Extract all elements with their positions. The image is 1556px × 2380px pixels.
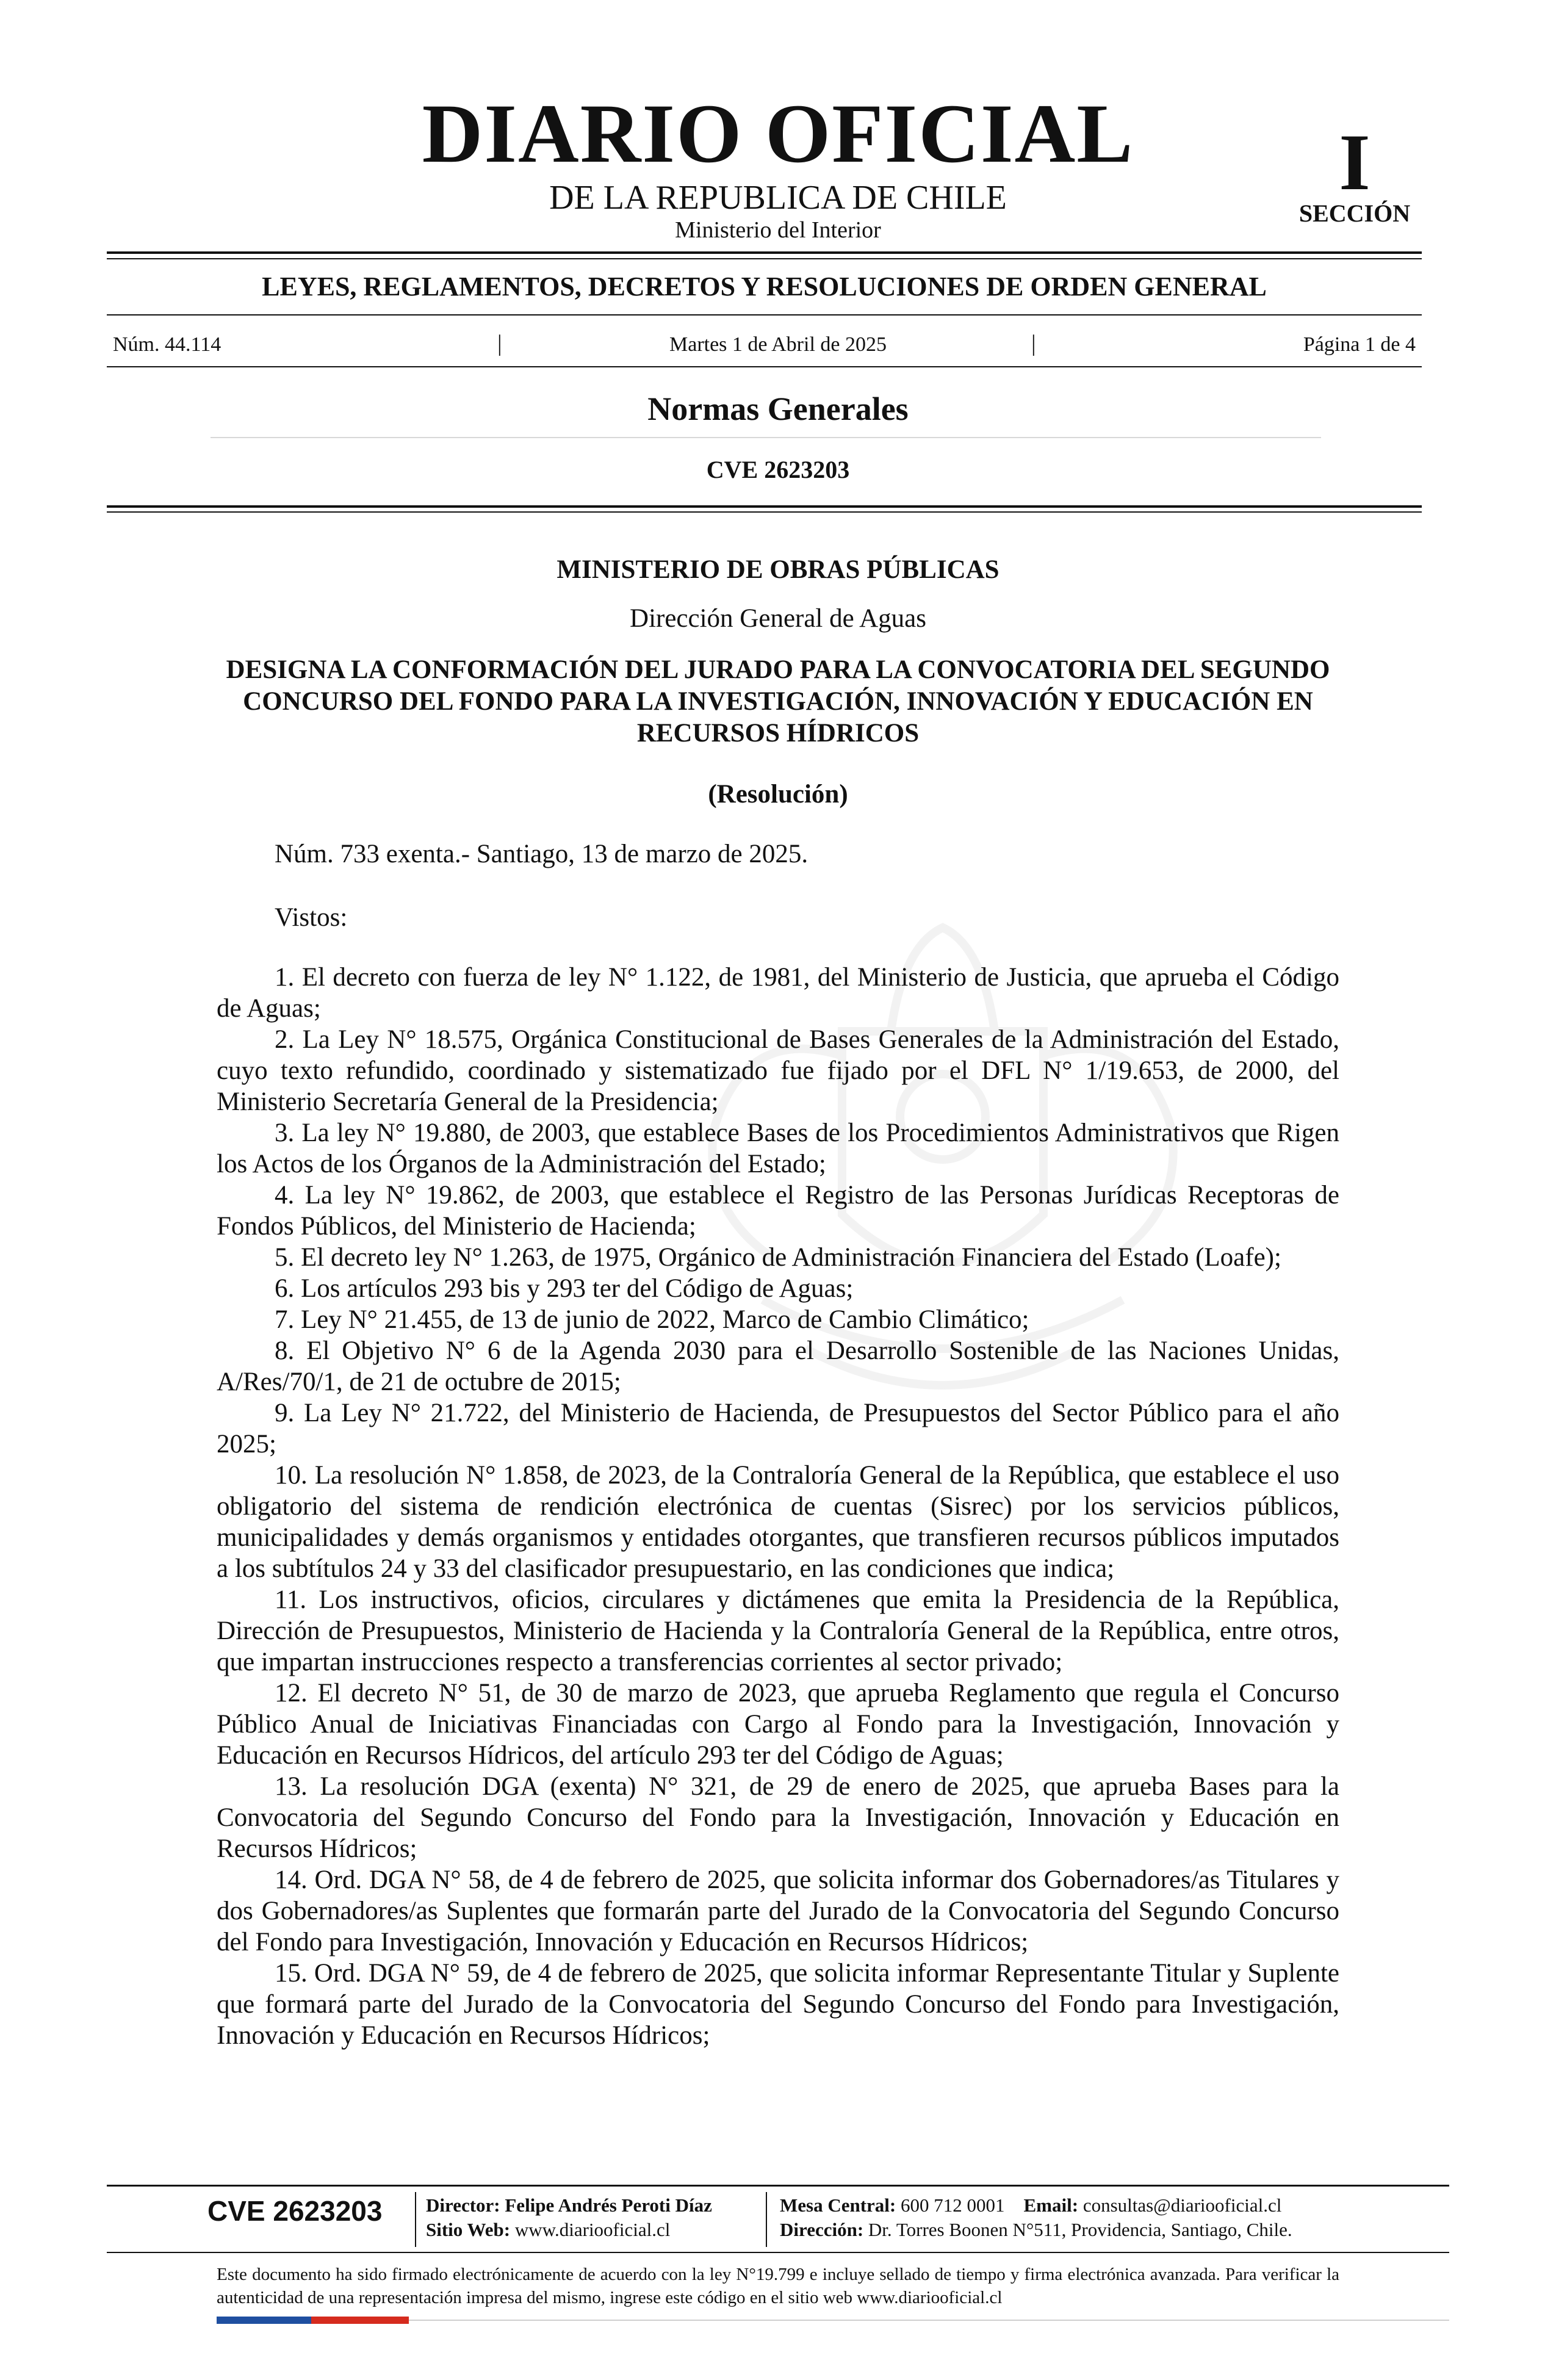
issue-date: Martes 1 de Abril de 2025 [669,333,887,356]
section-heading: Normas Generales [647,391,909,427]
newspaper-subtitle: DE LA REPUBLICA DE CHILE [549,179,1007,217]
phone-number: 600 712 0001 [901,2194,1005,2216]
footer-divider-bottom [107,2252,1449,2253]
issue-page: Página 1 de 4 [1303,333,1416,356]
masthead-divider [107,251,1422,254]
vistos-label: Vistos: [275,903,348,932]
list-item: 11. Los instructivos, oficios, circulares y dictámenes que emita la Presidencia de la República, Dirección de Presupuestos, Ministerio de Hacienda y la Contraloría General de la República, entre otros, que impartan instrucciones respecto a transferencias corrientes al sector privado; [217,1585,1339,1676]
list-item: 12. El decreto N° 51, de 30 de marzo de 2023, que aprueba Reglamento que regula el Concurso Público Anual de Iniciativas Financiadas con Cargo al Fondo para la Investigación, Innovación y Educación en Recursos Hídricos, del artículo 293 ter del Código de Aguas; [217,1679,1339,1770]
list-item: 14. Ord. DGA N° 58, de 4 de febrero de 2025, que solicita informar dos Gobernadores/as Titulares y dos Gobernadores/as Suplentes que formarán parte del Jurado de la Convocatoria del Segundo Concurso del Fondo para Investigación, Innovación y Educación en Recursos Hídricos; [217,1866,1339,1956]
footer-separator [766,2192,767,2247]
resolution-number: Núm. 733 exenta.- Santiago, 13 de marzo de 2025. [275,840,809,868]
list-item: 1. El decreto con fuerza de ley N° 1.122, de 1981, del Ministerio de Justicia, que aprueba el Código de Aguas; [217,963,1339,1023]
list-item: 3. La ley N° 19.880, de 2003, que establece Bases de los Procedimientos Administrativos que Rigen los Actos de los Órganos de la Administración del Estado; [217,1119,1339,1178]
footer-contact: Mesa Central: 600 712 0001 Email: consultas@diariooficial.cl Dirección: Dr. Torres Boonen N°511, Providencia, Santiago, Chile. [780,2194,1292,2240]
list-item: 2. La Ley N° 18.575, Orgánica Constitucional de Bases Generales de la Administración del Estado, cuyo texto refundido, coordinado y sistematizado fue fijado por el DFL N° 1/19.653, de 2000, del Ministerio Secretaría General de la Presidencia; [217,1025,1339,1116]
flag-stripe-blue [217,2317,311,2324]
flag-stripe-red [311,2317,409,2324]
legal-notice: Este documento ha sido firmado electrónicamente de acuerdo con la ley N°19.799 e incluye sellado de tiempo y firma electrónica avanzada. Para verificar la autenticidad de una representación impresa del mismo, ingrese este código en el sitio web www.diariooficial.cl [217,2265,1339,2307]
list-item: 6. Los artículos 293 bis y 293 ter del Código de Aguas; [275,1274,854,1303]
header-divider [107,505,1422,508]
email-link[interactable]: consultas@diariooficial.cl [1082,2194,1282,2216]
issue-divider [107,366,1422,367]
newspaper-title: DIARIO OFICIAL [422,87,1134,180]
director-name: Felipe Andrés Peroti Díaz [505,2194,712,2216]
section-label: SECCIÓN [1298,200,1411,227]
header-divider-thin [107,511,1422,513]
section-divider [211,437,1321,438]
list-item: 10. La resolución N° 1.858, de 2023, de la Contraloría General de la República, que establece el uso obligatorio del sistema de rendición electrónica de cuentas (Sisrec) por los servicios públicos, municipalidades y demás organismos y entidades otorgantes, que transfieren recursos públicos imputados a los subtítulos 24 y 33 del clasificador presupuestario, en las condiciones que indica; [217,1461,1339,1583]
newspaper-ministry: Ministerio del Interior [675,217,881,243]
issuing-ministry: MINISTERIO DE OBRAS PÚBLICAS [556,555,1000,584]
list-item: 4. La ley N° 19.862, de 2003, que establece el Registro de las Personas Jurídicas Receptoras de Fondos Públicos, del Ministerio de Hacienda; [217,1181,1339,1241]
issue-separator: | [497,331,502,356]
list-item: 5. El decreto ley N° 1.263, de 1975, Orgánico de Administración Financiera del Estado (Loafe); [275,1243,1281,1272]
document-type: (Resolución) [708,780,848,809]
issuing-division: Dirección General de Aguas [630,604,926,633]
masthead-divider-thin [107,258,1422,259]
section-number: I [1339,117,1371,207]
list-item: 8. El Objetivo N° 6 de la Agenda 2030 para el Desarrollo Sostenible de las Naciones Unidas, A/Res/70/1, de 21 de octubre de 2015; [217,1336,1339,1396]
list-item: 13. La resolución DGA (exenta) N° 321, de 29 de enero de 2025, que aprueba Bases para la Convocatoria del Segundo Concurso del Fondo para la Investigación, Innovación y Educación en Recursos Hídricos; [217,1772,1339,1863]
category-heading: LEYES, REGLAMENTOS, DECRETOS Y RESOLUCIONES DE ORDEN GENERAL [262,272,1267,301]
footer-divider [107,2185,1449,2187]
list-item: 7. Ley N° 21.455, de 13 de junio de 2022, Marco de Cambio Climático; [275,1305,1029,1334]
issue-number: Núm. 44.114 [113,333,222,356]
address: Dr. Torres Boonen N°511, Providencia, Santiago, Chile. [868,2219,1292,2240]
flag-stripe-line [409,2320,1449,2321]
footer-cve-code: CVE 2623203 [207,2195,383,2227]
issue-separator: | [1031,331,1036,356]
footer-director: Director: Felipe Andrés Peroti Díaz Sitio Web: www.diariooficial.cl [426,2194,712,2240]
category-divider [107,314,1422,316]
list-item: 15. Ord. DGA N° 59, de 4 de febrero de 2025, que solicita informar Representante Titular y Suplente que formará parte del Jurado de la Convocatoria del Segundo Concurso del Fondo para Investigación, Innovación y Educación en Recursos Hídricos; [217,1959,1339,2050]
footer-separator [415,2192,416,2247]
list-item: 9. La Ley N° 21.722, del Ministerio de Hacienda, de Presupuestos del Sector Público para el año 2025; [217,1399,1339,1459]
cve-code: CVE 2623203 [706,456,850,483]
vistos-list [217,962,1339,2051]
website-link[interactable]: www.diariooficial.cl [514,2219,671,2240]
document-title: DESIGNA LA CONFORMACIÓN DEL JURADO PARA LA CONVOCATORIA DEL SEGUNDO CONCURSO DEL FONDO PARA LA INVESTIGACIÓN, INNOVACIÓN Y EDUCACIÓN EN RECURSOS HÍDRICOS [226,655,1330,748]
